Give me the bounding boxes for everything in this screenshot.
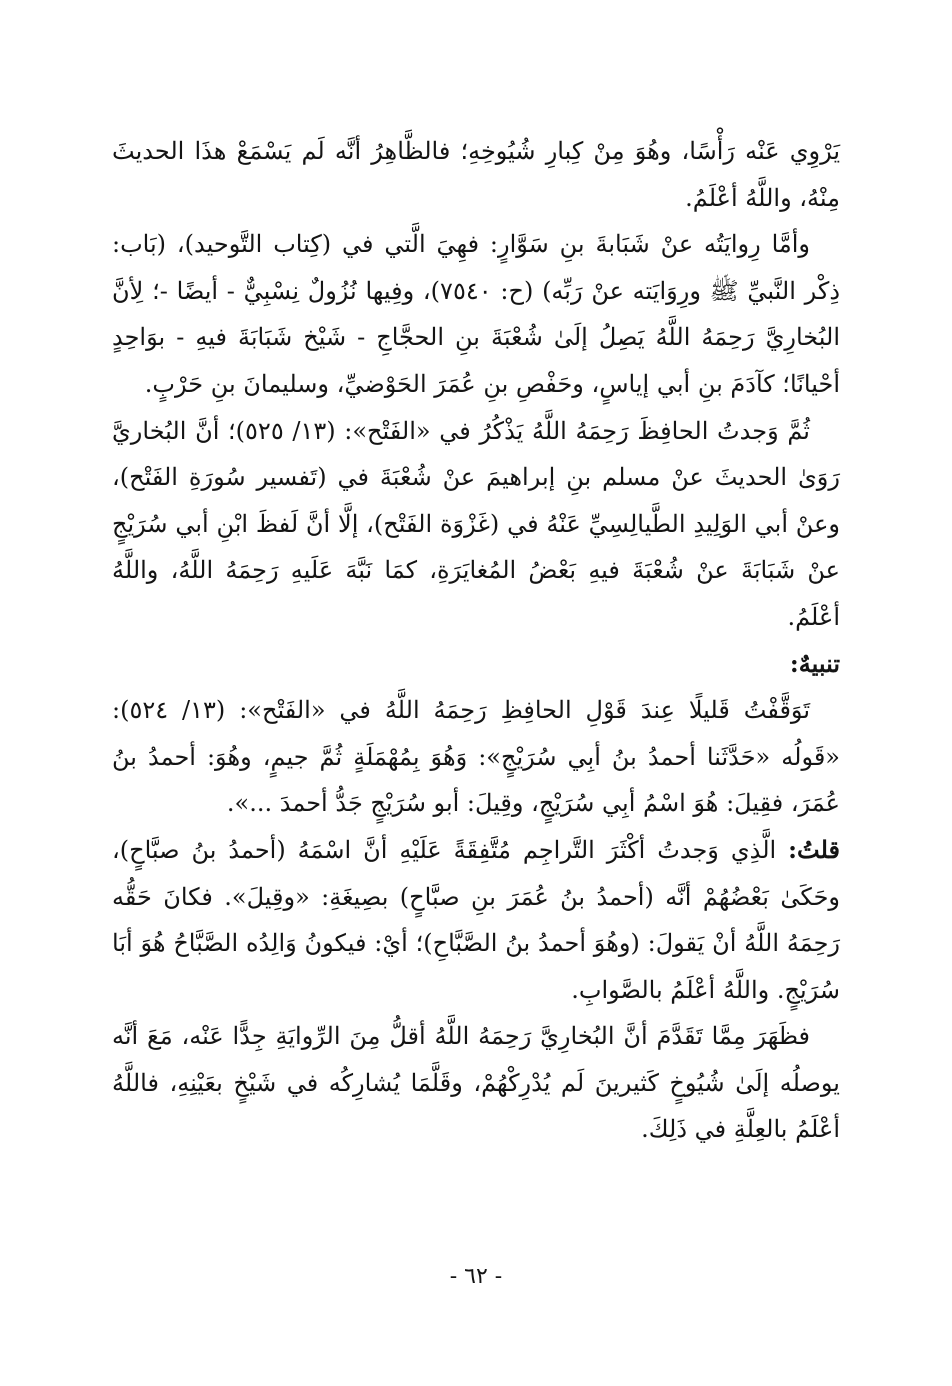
paragraph-4: تَوَقَّفْتُ قَليلًا عِندَ قَوْلِ الحافِظِ رَحِمَهُ اللَّهُ في «الفَتْح»: (١٣/ ٥٢٤): «قَولُه «حَدَّثَنا أحمدُ بنُ أبِي سُرَيْجٍ»: وَهُوَ بِمُهْمَلَةٍ ثُمَّ جيمٍ، وهُوَ: أحمدُ بنُ عُمَرَ، فقِيلَ: هُوَ اسْمُ أبِي سُرَيْجٍ، وقِيلَ: أبو سُرَيْجٍ جَدُّ أحمدَ ...». [112,696,840,818]
page-number: - ٦٢ - [449,1264,503,1289]
main-text [112,128,840,1153]
paragraph-3: ثُمَّ وَجدتُ الحافِظَ رَحِمَهُ اللَّهُ يَذْكُرُ في «الفَتْح»: (١٣/ ٥٢٥)؛ أنَّ البُخاريَّ رَوَىٰ الحديثَ عنْ مسلم بنِ إبراهيمَ عنْ شُعْبَةَ في (تَفسير سُورَةِ الفَتْح)، وعنْ أبي الوَلِيدِ الطَّيالِسِيِّ عَنْهُ في (غَزْوَة الفَتْح)، إلَّا أنَّ لَفظَ ابْنِ أبي سُرَيْجٍ عنْ شَبَابَةَ عنْ شُعْبَةَ فيهِ بَعْضُ المُغايَرَةِ، كمَا نَبَّهَ عَلَيهِ رَحِمَهُ اللَّهُ، واللَّهُ أعْلَمُ. [112,416,840,631]
paragraph-6: فظَهَرَ مِمَّا تَقَدَّمَ أنَّ البُخارِيَّ رَحِمَهُ اللَّهُ أقلُّ مِنَ الرِّوايَةِ جِدًّا عَنْه، مَعَ أنَّه يوصلُه إلَىٰ شُيُوخٍ كَثيرينَ لَم يُدْرِكْهُمْ، وقَلَّمَا يُشارِكُه في شَيْخٍ بعَيْنِهِ، فاللَّهُ أعْلَمُ بالعِلَّةِ في ذَلِكَ. [112,1022,840,1144]
paragraph-2: وأمَّا رِوايَتُه عنْ شَبَابةَ بنِ سَوَّارٍ: فهِيَ الَّتي في (كِتاب التَّوحيد)، (بَاب: ذِكْر النَّبيِّ ﷺ ورِوَايَته عنْ رَبِّه) (ح: ٧٥٤٠)، وفِيها نُزُولٌ نِسْبِيٌّ - أيضًا -؛ لِأنَّ البُخارِيَّ رَحِمَهُ اللَّهُ يَصِلُ إلَىٰ شُعْبَةَ بنِ الحجَّاجِ - شَيْخ شَبَابَةَ فيهِ - بوَاحِدٍ أحْيانًا؛ كآدَمَ بنِ أبي إياسٍ، وحَفْصِ بنِ عُمَرَ الحَوْضيِّ، وسليمانَ بنِ حَرْبٍ. [112,230,841,398]
section-heading: تنبيهٌ: [789,648,840,678]
paragraph-5-lead: قلتُ: [788,834,840,864]
paragraph-5 [112,827,840,1013]
paragraph-5-body: الَّذِي وَجدتُ أكْثَرَ التَّراجِم مُتَّفِقَةً عَلَيْهِ أنَّ اسْمَهُ (أحمدُ بنُ صبَّاحٍ)، وحَكَىٰ بَعْضُهُمْ أنَّه (أحمدُ بنُ عُمَرَ بنِ صبَّاحٍ) بصِيغَةِ: «وقِيلَ». فكانَ حَقُّه رَحِمَهُ اللَّهُ أنْ يَقولَ: (وهُوَ أحمدُ بنُ الصَّبَّاحِ)؛ أيْ: فيكونُ وَالِدُه الصَّبَّاحُ هُوَ أبَا سُرَيْجٍ. واللَّهُ أعْلَمُ بالصَّوابِ. [112,835,840,1004]
paragraph-1: يَرْوِي عَنْه رَأْسًا، وهُوَ مِنْ كِبارِ شُيُوخِهِ؛ فالظَّاهِرُ أنَّه لَم يَسْمَعْ هذَا الحديثَ مِنْهُ، واللَّهُ أعْلَمُ. [112,137,840,212]
